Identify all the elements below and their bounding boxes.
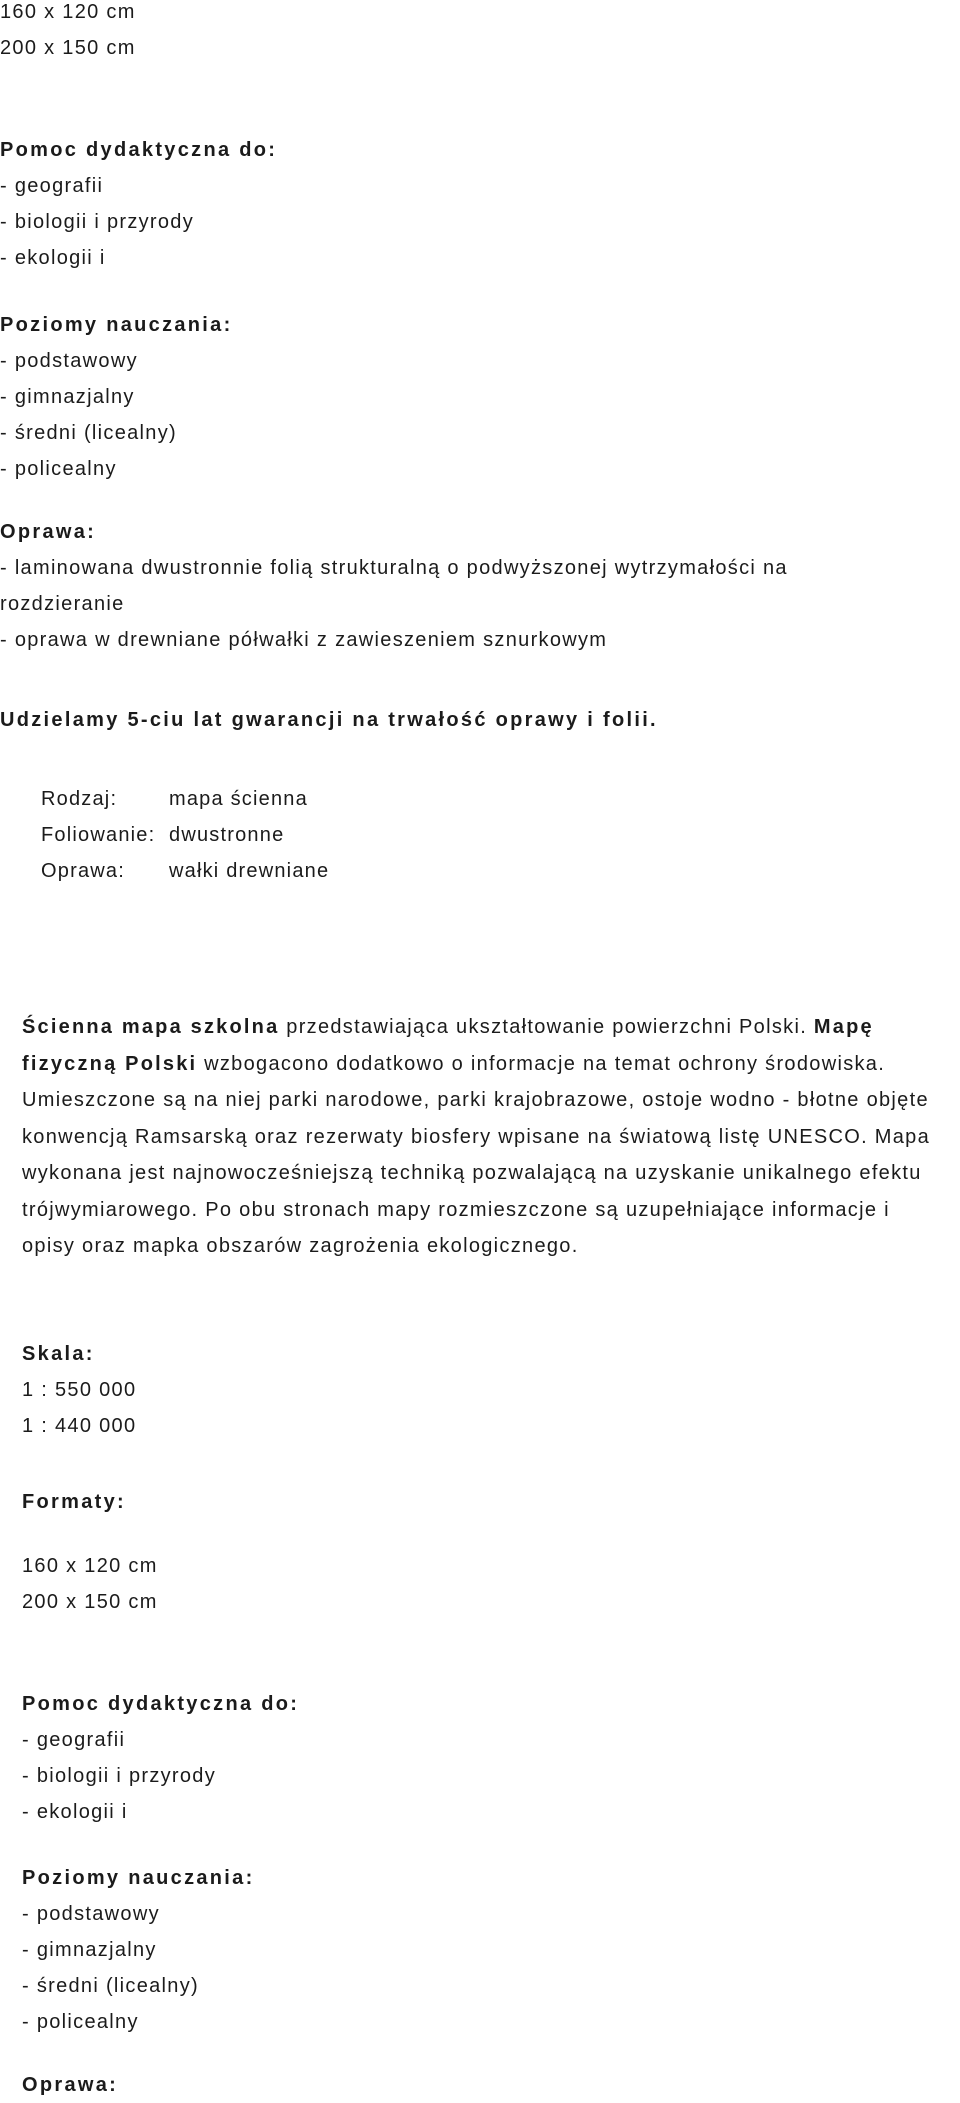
section-heading: Poziomy nauczania:: [22, 1867, 255, 1889]
list-item: - średni (licealny): [22, 1975, 199, 1997]
section-heading: Poziomy nauczania:: [0, 314, 233, 336]
list-item: - biologii i przyrody: [0, 211, 195, 233]
list-item: - ekologii i: [22, 1801, 128, 1823]
list-item: - policealny: [0, 458, 117, 480]
guarantee-note: [0, 702, 960, 738]
list-item: - geografii: [22, 1729, 126, 1751]
specs-table-wrapper: [41, 781, 960, 889]
list-item: 1 : 440 000: [22, 1415, 137, 1437]
skala-section: [22, 1336, 960, 1444]
spec-value: wałki drewniane: [169, 859, 330, 882]
list-item: - policealny: [22, 2011, 139, 2033]
top-oprawa-section: [0, 514, 960, 658]
spec-value: dwustronne: [169, 823, 285, 846]
description-bold-subject: Mapę fizyczną Polski: [22, 1016, 874, 1075]
spec-row: [41, 781, 329, 817]
bottom-oprawa-section: [22, 2067, 960, 2103]
list-item: - gimnazjalny: [0, 386, 135, 408]
bottom-pomoc-section: [22, 1686, 960, 1830]
spec-label: Rodzaj:: [41, 787, 118, 810]
spec-label: Oprawa:: [41, 859, 125, 882]
section-heading: Oprawa:: [0, 521, 97, 543]
top-poziomy-section: [0, 307, 960, 487]
list-item: rozdzieranie: [0, 593, 125, 615]
format-item: 200 x 150 cm: [22, 1591, 158, 1613]
format-item: 160 x 120 cm: [0, 1, 136, 23]
guarantee-text: Udzielamy 5-ciu lat gwarancji na trwałość oprawy i folii.: [0, 709, 658, 731]
list-item: - laminowana dwustronnie folią strukturalną o podwyższonej wytrzymałości na: [0, 557, 788, 579]
list-item: - gimnazjalny: [22, 1939, 157, 1961]
section-heading: Pomoc dydaktyczna do:: [22, 1693, 300, 1715]
list-item: - średni (licealny): [0, 422, 177, 444]
spec-value: mapa ścienna: [169, 787, 308, 810]
specs-table: [41, 781, 329, 889]
description-bold-title: Ścienna mapa szkolna: [22, 1016, 280, 1038]
formaty-section: [22, 1484, 960, 1520]
format-item: 160 x 120 cm: [22, 1555, 158, 1577]
section-heading: Formaty:: [22, 1491, 126, 1513]
top-pomoc-section: [0, 132, 960, 276]
list-item: - ekologii i: [0, 247, 106, 269]
format-item: 200 x 150 cm: [0, 37, 136, 59]
formaty-items: [22, 1548, 960, 1620]
bottom-poziomy-section: [22, 1860, 960, 2040]
section-heading: Oprawa:: [22, 2074, 119, 2096]
list-item: 1 : 550 000: [22, 1379, 137, 1401]
list-item: - oprawa w drewniane półwałki z zawieszeniem sznurkowym: [0, 629, 608, 651]
spec-row: [41, 853, 329, 889]
spec-row: [41, 817, 329, 853]
description-text: przedstawiająca ukształtowanie powierzchni Polski.: [279, 1016, 814, 1038]
spec-label: Foliowanie:: [41, 823, 156, 846]
top-formats: [0, 0, 960, 66]
list-item: - podstawowy: [0, 350, 138, 372]
section-heading: Pomoc dydaktyczna do:: [0, 139, 278, 161]
section-heading: Skala:: [22, 1343, 95, 1365]
list-item: - geografii: [0, 175, 104, 197]
description: [22, 1009, 960, 1265]
list-item: - podstawowy: [22, 1903, 160, 1925]
list-item: - biologii i przyrody: [22, 1765, 217, 1787]
description-text: wzbogacono dodatkowo o informacje na temat ochrony środowiska. Umieszczone są na niej parki narodowe, parki krajobrazowe, ostoje wodno - błotne objęte konwencją Ramsarską oraz rezerwaty biosfery wpisane na światową listę UNESCO. Mapa wykonana jest najnowocześniejszą techniką pozwalającą na uzyskanie unikalnego efektu trójwymiarowego. Po obu stronach mapy rozmieszczone są uzupełniające informacje i opisy oraz mapka obszarów zagrożenia ekologicznego.: [22, 1052, 931, 1257]
description-paragraph: [22, 1009, 942, 1265]
